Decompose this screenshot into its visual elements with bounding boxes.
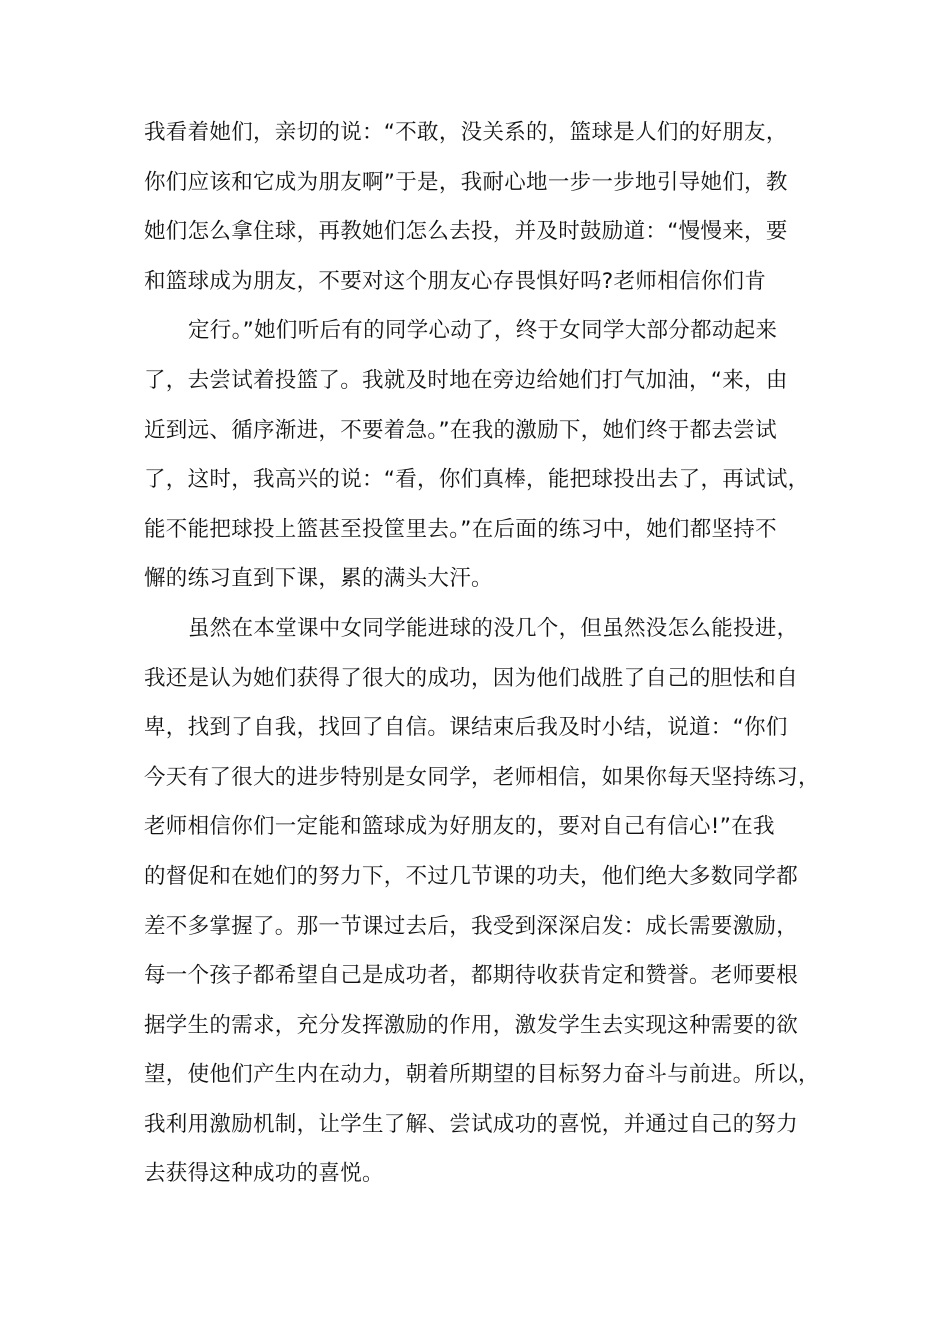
text-line: 你们应该和它成为朋友啊”于是，我耐心地一步一步地引导她们，教: [144, 169, 788, 195]
text-line: 我看着她们，亲切的说：“不敢，没关系的，篮球是人们的好朋友，: [144, 120, 788, 145]
text-line: 望，使他们产生内在动力，朝着所期望的目标努力奋斗与前进。所以，: [144, 1062, 820, 1088]
text-line: 近到远、循序渐进，不要着急。”在我的激励下，她们终于都去尝试: [144, 417, 777, 443]
text-line: 每一个孩子都希望自己是成功者，都期待收获肯定和赞誉。老师要根: [144, 963, 799, 989]
body-text: [144, 108, 820, 1199]
text-line: 差不多掌握了。那一节课过去后，我受到深深启发：成长需要激励，: [144, 913, 799, 939]
text-line: 了，这时，我高兴的说：“看，你们真棒，能把球投出去了，再试试，: [144, 467, 810, 493]
text-line: 了，去尝试着投篮了。我就及时地在旁边给她们打气加油，“来，由: [144, 367, 788, 393]
text-line: 虽然在本堂课中女同学能进球的没几个，但虽然没怎么能投进，: [188, 615, 799, 641]
text-line: 去获得这种成功的喜悦。: [144, 1161, 384, 1187]
text-line: 定行。”她们听后有的同学心动了，终于女同学大部分都动起来: [188, 318, 778, 344]
text-line: 据学生的需求，充分发挥激励的作用，激发学生去实现这种需要的欲: [144, 1012, 799, 1038]
text-line: 的督促和在她们的努力下，不过几节课的功夫，他们绝大多数同学都: [144, 863, 799, 889]
text-line: 卑，找到了自我，找回了自信。课结束后我及时小结，说道：“你们: [144, 715, 788, 741]
text-line: 我利用激励机制，让学生了解、尝试成功的喜悦，并通过自己的努力: [144, 1111, 799, 1137]
text-line: 我还是认为她们获得了很大的成功，因为他们战胜了自己的胆怯和自: [144, 665, 799, 691]
text-line: 老师相信你们一定能和篮球成为好朋友的，要对自己有信心!”在我: [144, 814, 775, 840]
text-line: 懈的练习直到下课，累的满头大汗。: [144, 566, 493, 592]
text-line: 今天有了很大的进步特别是女同学，老师相信，如果你每天坚持练习，: [144, 764, 820, 790]
text-line: 能不能把球投上篮甚至投筐里去。”在后面的练习中，她们都坚持不: [144, 516, 777, 542]
text-line: 和篮球成为朋友，不要对这个朋友心存畏惧好吗?老师相信你们肯: [144, 268, 767, 294]
text-line: 她们怎么拿住球，再教她们怎么去投，并及时鼓励道：“慢慢来，要: [144, 219, 788, 245]
